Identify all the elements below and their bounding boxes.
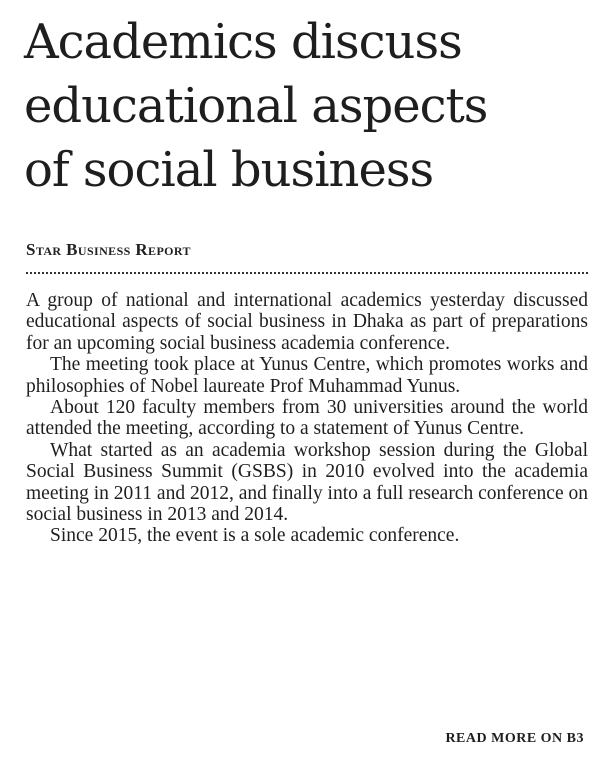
byline: Star Business Report <box>26 240 191 259</box>
dotted-divider <box>26 272 588 274</box>
paragraph-4: What started as an academia workshop session during the Global Social Business Summit (GSBS) in 2010 evolved into the academia meeting in 2011 and 2012, and finally into a full research conference on social business in 2013 and 2014. <box>26 439 588 526</box>
headline-line-3: of social business <box>24 142 434 198</box>
paragraph-2: The meeting took place at Yunus Centre, which promotes works and philosophies of Nobel laureate Prof Muhammad Yunus. <box>26 354 588 397</box>
paragraph-1: A group of national and international academics yesterday discussed educational aspects of social business in Dhaka as part of preparations for an upcoming social business academia conference. <box>26 290 588 354</box>
paragraph-5: Since 2015, the event is a sole academic conference. <box>50 525 460 547</box>
paragraph-3: About 120 faculty members from 30 universities around the world attended the meeting, according to a statement of Yunus Centre. <box>26 397 588 440</box>
headline-line-1: Academics discuss <box>24 14 462 70</box>
headline-line-2: educational aspects <box>24 78 488 134</box>
article-body <box>26 290 588 547</box>
read-more-link[interactable]: READ MORE ON B3 <box>445 731 584 746</box>
headline <box>24 10 604 202</box>
